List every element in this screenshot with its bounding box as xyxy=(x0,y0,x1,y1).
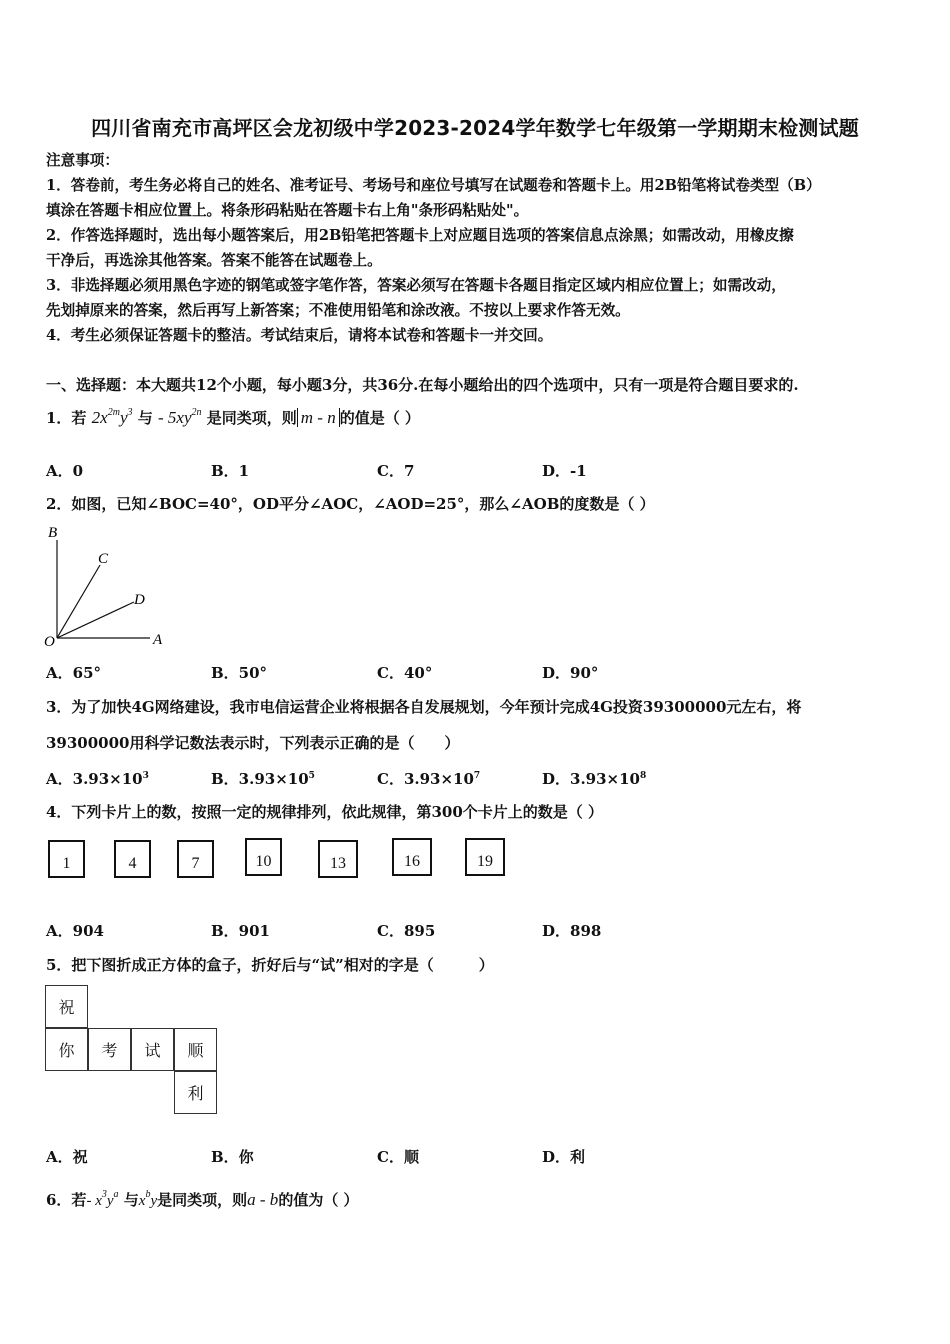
net-cell: 考 xyxy=(88,1028,131,1071)
number-card: 19 xyxy=(465,838,505,876)
notice-line: 干净后，再选涂其他答案。答案不能答在试题卷上。 xyxy=(46,252,382,269)
number-card: 7 xyxy=(177,840,214,878)
number-card: 1 xyxy=(48,840,85,878)
label-b: B xyxy=(48,525,58,541)
question-3-line1: 3．为了加快4G网络建设，我市电信运营企业将根据各自发展规划，今年预计完成4G投资39300000元左右，将 xyxy=(46,698,802,716)
net-cell: 祝 xyxy=(45,985,88,1028)
net-cell: 利 xyxy=(174,1071,217,1114)
label-a: A xyxy=(153,632,163,648)
question-4: 4．下列卡片上的数，按照一定的规律排列，依此规律，第300个卡片上的数是（ ） xyxy=(46,803,603,821)
ray-oc xyxy=(57,565,100,638)
label-c: C xyxy=(98,551,109,567)
net-cell: 试 xyxy=(131,1028,174,1071)
number-card: 16 xyxy=(392,838,432,876)
label-d: D xyxy=(134,592,145,608)
question-6: 6．若- $x^3y^a$ 与$x^by$是同类项，则a - b的值为（ ） xyxy=(46,1189,359,1209)
option-c[interactable]: C．$3.93\times 10^7$ xyxy=(377,770,481,788)
ray-od xyxy=(57,602,134,638)
option-d[interactable]: D．$3.93\times 10^8$ xyxy=(542,770,647,788)
option-a[interactable]: A．0 xyxy=(46,462,84,480)
number-card: 13 xyxy=(318,840,358,878)
notice-line: 1．答卷前，考生务必将自己的姓名、准考证号、考场号和座位号填写在试题卷和答题卡上。用2B铅笔将试卷类型（B） xyxy=(46,177,821,194)
section-heading: 一、选择题：本大题共12个小题，每小题3分，共36分.在每小题给出的四个选项中，只有一项是符合题目要求的. xyxy=(46,376,799,394)
question-2: 2．如图，已知∠BOC=40°，OD平分∠AOC，∠AOD=25°，那么∠AOB的度数是（ ） xyxy=(46,495,655,513)
question-3-line2: 39300000用科学记数法表示时，下列表示正确的是（ ） xyxy=(46,734,460,752)
notice-line: 3．非选择题必须用黑色字迹的钢笔或签字笔作答，答案必须写在答题卡各题目指定区域内相应位置上；如需改动， xyxy=(46,277,786,294)
notice-block xyxy=(46,148,821,348)
label-o: O xyxy=(44,634,55,650)
option-a[interactable]: A．904 xyxy=(46,922,104,940)
option-a[interactable]: A．祝 xyxy=(46,1148,88,1166)
option-b[interactable]: B．1 xyxy=(211,462,250,480)
number-card: 10 xyxy=(245,838,282,876)
question-1: 1．若 $2x^{2m}y^3$ 与 - $5xy^{2n}$ 是同类项，则 m - n 的值是（ ） xyxy=(46,407,420,427)
notice-line: 2．作答选择题时，选出每小题答案后，用2B铅笔把答题卡上对应题目选项的答案信息点涂黑；如需改动，用橡皮擦 xyxy=(46,227,794,244)
option-d[interactable]: D．898 xyxy=(542,922,602,940)
option-b[interactable]: B．$3.93\times 10^5$ xyxy=(211,770,315,788)
option-a[interactable]: A．$3.93\times 10^3$ xyxy=(46,770,149,788)
question-5: 5．把下图折成正方体的盒子，折好后与“试”相对的字是（ ） xyxy=(46,956,494,974)
notice-line: 4．考生必须保证答题卡的整洁。考试结束后，请将本试卷和答题卡一并交回。 xyxy=(46,327,553,344)
option-d[interactable]: D．利 xyxy=(542,1148,586,1166)
angle-figure xyxy=(42,520,172,650)
option-b[interactable]: B．50° xyxy=(211,664,268,682)
option-c[interactable]: C．40° xyxy=(377,664,433,682)
notice-line: 填涂在答题卡相应位置上。将条形码粘贴在答题卡右上角"条形码粘贴处"。 xyxy=(46,202,529,219)
option-b[interactable]: B．901 xyxy=(211,922,270,940)
option-d[interactable]: D．90° xyxy=(542,664,599,682)
option-a[interactable]: A．65° xyxy=(46,664,102,682)
net-cell: 顺 xyxy=(174,1028,217,1071)
notice-heading: 注意事项： xyxy=(46,152,119,169)
option-d[interactable]: D．-1 xyxy=(542,462,587,480)
number-card: 4 xyxy=(114,840,151,878)
option-c[interactable]: C．895 xyxy=(377,922,436,940)
option-c[interactable]: C．顺 xyxy=(377,1148,419,1166)
net-cell: 你 xyxy=(45,1028,88,1071)
notice-line: 先划掉原来的答案，然后再写上新答案；不准使用铅笔和涂改液。不按以上要求作答无效。 xyxy=(46,302,630,319)
page-title: 四川省南充市高坪区会龙初级中学2023-2024学年数学七年级第一学期期末检测试题 xyxy=(91,116,859,140)
option-b[interactable]: B．你 xyxy=(211,1148,254,1166)
option-c[interactable]: C．7 xyxy=(377,462,415,480)
